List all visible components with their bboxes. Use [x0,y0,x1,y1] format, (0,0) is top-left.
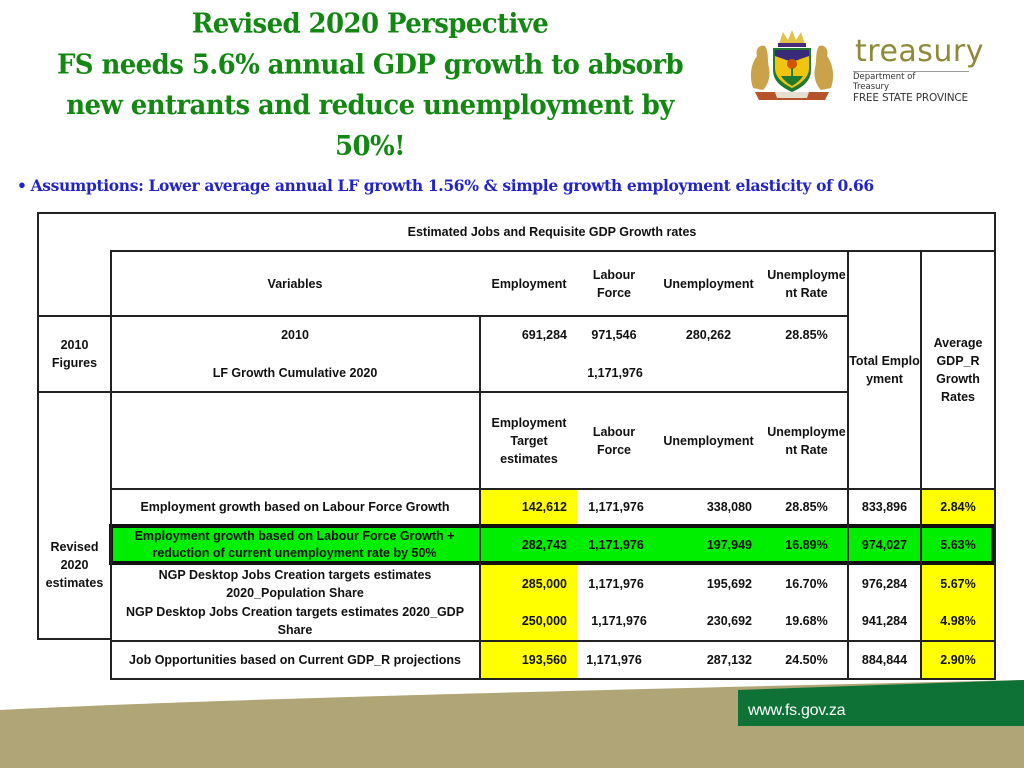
cell-2010-employment: 691,284 [521,328,567,342]
cell-avg-gdp-growth: 2.90% [940,653,976,667]
cell-labour-force: 1,171,976 [586,653,642,667]
header-employment-target: Employment Target estimates [491,415,567,466]
cell-avg-gdp-growth: 2.84% [940,500,976,514]
header-unemployment: Unemployment [663,276,754,291]
cell-labour-force: 1,171,976 [588,576,644,591]
grid-line [37,638,111,640]
header-unemployment-rate: Unemployment Rate [767,267,846,300]
cell-total-employment: 974,027 [861,537,908,552]
cell-unemployment-rate: 24.50% [785,653,828,667]
assumption-text: Assumptions: Lower average annual LF growth 1.56% & simple growth employment elasticity of 0.66 [30,176,874,195]
row-label-2010: 2010 [281,328,309,342]
footer-band [0,670,1024,768]
header-total-employment: Total Employment [849,354,920,386]
cell-unemployment-rate: 16.70% [785,576,828,591]
cell-employment-target: 285,000 [521,576,567,591]
cell-total-employment: 976,284 [861,576,908,591]
cell-labour-force: 1,171,976 [588,537,644,552]
brand-dept-line-1: Department of [853,72,916,82]
cell-total-employment: 833,896 [861,500,908,514]
cell-employment-target: 142,612 [521,500,567,514]
cell-total-employment: 884,844 [861,653,908,667]
brand-dept-line-2: Treasury [853,81,890,92]
row-label: Job Opportunities based on Current GDP_R projections [129,653,461,667]
group-label-revised-2020: Revised 2020 estimates [45,539,104,590]
row-label: NGP Desktop Jobs Creation targets estimates 2020_GDP Share [125,605,465,637]
grid-line [37,315,849,317]
cell-labour-force: 1,171,976 [591,614,647,628]
cell-2010-labour-force: 971,546 [591,328,637,342]
cell-avg-gdp-growth: 5.63% [940,537,976,552]
grid-line [994,212,996,680]
header-variables: Variables [267,276,323,291]
cell-unemployment: 195,692 [706,576,752,591]
header-employment: Employment [491,276,567,291]
cell-unemployment-rate: 19.68% [785,614,828,628]
row-label: Employment growth based on Labour Force Growth [140,500,450,514]
cell-labour-force: 1,171,976 [588,500,644,514]
cell-total-employment: 941,284 [861,614,908,628]
cell-employment-target: 250,000 [521,614,567,628]
header-est-unemployment: Unemployment [663,433,754,448]
cell-unemployment: 287,132 [706,653,752,667]
header-est-labour-force: Labour Force [592,424,636,457]
cell-2010-unemployment: 280,262 [685,328,732,342]
cell-avg-gdp-growth: 5.67% [940,576,976,591]
header-avg-gdp-growth: Average GDP_R Growth Rates [933,336,983,404]
group-label-2010-figures: 2010 Figures [51,338,98,370]
bullet-icon: • [17,176,27,195]
website-link[interactable]: www.fs.gov.za [748,702,846,719]
footer-wave-shape [0,670,1024,768]
row-label-highlighted: Employment growth based on Labour Force Growth + reduction of current unemployment rate by 50% [134,528,455,560]
cell-employment-target: 193,560 [521,653,567,667]
cell-unemployment: 197,949 [706,537,752,552]
cell-unemployment-rate: 16.89% [785,537,828,552]
cell-avg-gdp-growth: 4.98% [940,614,976,628]
cell-lf-growth-labour-force: 1,171,976 [587,366,643,380]
cell-unemployment: 230,692 [706,614,752,628]
table-title: Estimated Jobs and Requisite GDP Growth rates [407,225,697,239]
title-line-3: new entrants and reduce unemployment by [66,90,674,122]
title-line-4: 50%! [335,131,405,163]
brand-name: treasury [855,34,985,69]
cell-2010-unemployment-rate: 28.85% [785,328,828,342]
cell-unemployment: 338,080 [706,500,752,514]
row-label: NGP Desktop Jobs Creation targets estimates 2020_Population Share [158,567,432,600]
cell-unemployment-rate: 28.85% [785,500,828,514]
cell-employment-target: 282,743 [521,537,567,552]
title-line-2: FS needs 5.6% annual GDP growth to absorb [56,49,684,81]
brand-province: FREE STATE PROVINCE [853,92,968,104]
row-label-lf-growth: LF Growth Cumulative 2020 [212,366,378,380]
title-line-1: Revised 2020 Perspective [191,8,549,40]
header-labour-force: Labour Force [592,267,636,300]
header-est-unemployment-rate: Unemployment Rate [767,424,846,457]
